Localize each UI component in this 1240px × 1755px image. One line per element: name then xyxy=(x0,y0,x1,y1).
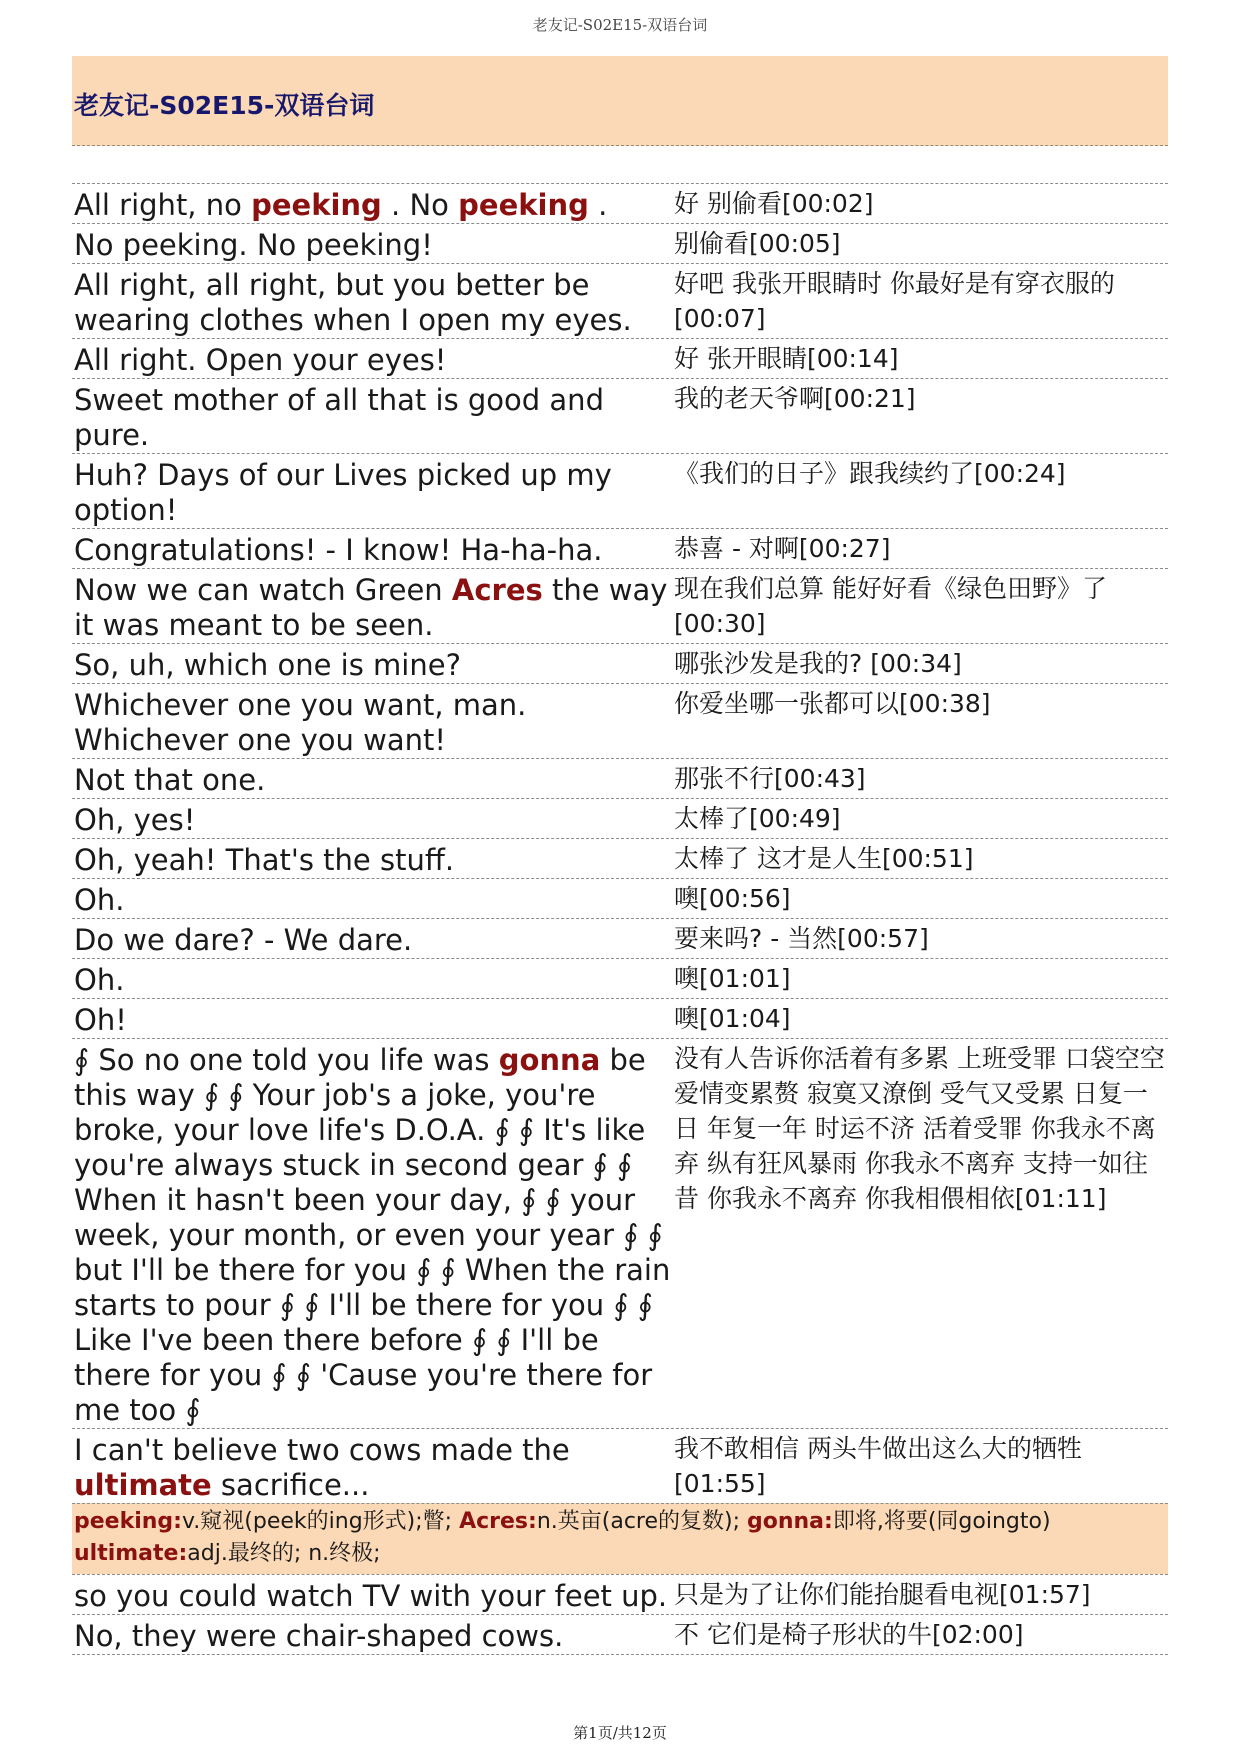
english-line xyxy=(72,644,672,683)
english-line xyxy=(72,1615,672,1654)
vocab-definition: n.英亩(acre的复数); xyxy=(536,1509,747,1534)
dialogue-row xyxy=(72,223,1168,263)
english-line xyxy=(72,1429,672,1503)
vocab-definition: adj.最终的; n.终极; xyxy=(187,1541,381,1566)
english-line xyxy=(72,839,672,878)
chinese-line: 我的老天爷啊[00:21] xyxy=(674,384,916,413)
dialogue-row xyxy=(72,1428,1168,1503)
english-line xyxy=(72,1039,672,1428)
english-line xyxy=(72,224,672,263)
line-text: Congratulations! - I know! Ha-ha-ha. xyxy=(74,533,603,567)
chinese-line: 恭喜 - 对啊[00:27] xyxy=(674,534,891,563)
dialogue-row xyxy=(72,798,1168,838)
english-line xyxy=(72,339,672,378)
dialogue-row xyxy=(72,1574,1168,1614)
line-text: Sweet mother of all that is good and pure. xyxy=(74,383,604,452)
english-line xyxy=(72,759,672,798)
chinese-line: 我不敢相信 两头牛做出这么大的牺牲[01:55] xyxy=(674,1434,1082,1498)
english-line xyxy=(72,959,672,998)
line-text: No peeking. No peeking! xyxy=(74,228,433,262)
english-line xyxy=(72,1575,672,1614)
vocab-definition: v.窥视(peek的ing形式);瞥; xyxy=(181,1509,460,1534)
chinese-line: 你爱坐哪一张都可以[00:38] xyxy=(674,689,991,718)
chinese-line: 噢[01:01] xyxy=(674,964,791,993)
line-text: Oh. xyxy=(74,883,125,917)
line-text: Do we dare? - We dare. xyxy=(74,923,413,957)
chinese-line: 只是为了让你们能抬腿看电视[01:57] xyxy=(674,1580,1091,1609)
page-footer: 第1页/共12页 xyxy=(573,1724,667,1742)
dialogue-rows xyxy=(72,183,1168,1503)
dialogue-row xyxy=(72,528,1168,568)
line-text: All right, no xyxy=(74,188,252,222)
english-line xyxy=(72,529,672,568)
line-text: ∮ So no one told you life was xyxy=(74,1043,499,1077)
line-text: . xyxy=(588,188,608,222)
vocab-word: ultimate: xyxy=(74,1541,188,1566)
vocabulary-box xyxy=(72,1503,1168,1574)
document-title: 老友记-S02E15-双语台词 xyxy=(74,91,375,120)
dialogue-row xyxy=(72,878,1168,918)
keyword-highlight: peeking xyxy=(251,188,382,222)
dialogue-row xyxy=(72,453,1168,528)
chinese-line: 哪张沙发是我的? [00:34] xyxy=(674,649,962,678)
dialogue-row xyxy=(72,918,1168,958)
line-text: Whichever one you want, man. Whichever one you want! xyxy=(74,688,527,757)
dialogue-row xyxy=(72,838,1168,878)
line-text: Oh! xyxy=(74,1003,127,1037)
dialogue-row xyxy=(72,568,1168,643)
line-text: No, they were chair-shaped cows. xyxy=(74,1619,564,1653)
dialogue-rows-continued xyxy=(72,1574,1168,1655)
line-text: Huh? Days of our Lives picked up my option! xyxy=(74,458,612,527)
chinese-line: 没有人告诉你活着有多累 上班受罪 口袋空空 爱情变累赘 寂寞又潦倒 受气又受累 日复一日 年复一年 时运不济 活着受罪 你我永不离弃 纵有狂风暴雨 你我永不离弃 支持一如往昔 你我永不离弃 你我相偎相依[01:11] xyxy=(674,1044,1165,1213)
english-line xyxy=(72,184,672,223)
vocab-definition: 即将,将要(同goingto) xyxy=(832,1509,1051,1534)
english-line xyxy=(72,879,672,918)
keyword-highlight: gonna xyxy=(498,1043,601,1077)
line-text: . No xyxy=(381,188,459,222)
line-text: Oh. xyxy=(74,963,125,997)
chinese-line: 噢[01:04] xyxy=(674,1004,791,1033)
dialogue-row xyxy=(72,183,1168,223)
line-text: Now we can watch Green xyxy=(74,573,452,607)
keyword-highlight: peeking xyxy=(458,188,589,222)
chinese-line: 别偷看[00:05] xyxy=(674,229,841,258)
line-text: sacrifice... xyxy=(211,1468,370,1502)
line-text: Oh, yeah! That's the stuff. xyxy=(74,843,455,877)
running-header: 老友记-S02E15-双语台词 xyxy=(532,16,708,34)
english-line xyxy=(72,379,672,453)
chinese-line: 《我们的日子》跟我续约了[00:24] xyxy=(674,459,1066,488)
dialogue-row xyxy=(72,683,1168,758)
chinese-line: 好 别偷看[00:02] xyxy=(674,189,874,218)
english-line xyxy=(72,799,672,838)
keyword-highlight: Acres xyxy=(451,573,543,607)
dialogue-row xyxy=(72,338,1168,378)
vocab-word: Acres: xyxy=(459,1509,537,1534)
english-line xyxy=(72,999,672,1038)
chinese-line: 好吧 我张开眼睛时 你最好是有穿衣服的[00:07] xyxy=(674,269,1115,333)
dialogue-row xyxy=(72,758,1168,798)
dialogue-row xyxy=(72,643,1168,683)
chinese-line: 噢[00:56] xyxy=(674,884,791,913)
line-text: so you could watch TV with your feet up. xyxy=(74,1579,668,1613)
line-text: Not that one. xyxy=(74,763,266,797)
line-text: All right, all right, but you better be wearing clothes when I open my eyes. xyxy=(74,268,632,337)
english-line xyxy=(72,569,672,643)
line-text: Oh, yes! xyxy=(74,803,196,837)
english-line xyxy=(72,454,672,528)
line-text: the way it was meant to be seen. xyxy=(74,573,668,642)
line-text: So, uh, which one is mine? xyxy=(74,648,461,682)
dialogue-row xyxy=(72,958,1168,998)
vocab-word: peeking: xyxy=(74,1509,182,1534)
chinese-line: 不 它们是椅子形状的牛[02:00] xyxy=(674,1620,1024,1649)
dialogue-row xyxy=(72,378,1168,453)
dialogue-row xyxy=(72,1038,1168,1428)
keyword-highlight: ultimate xyxy=(74,1468,212,1502)
english-line xyxy=(72,264,672,338)
vocab-word: gonna: xyxy=(747,1509,833,1534)
dialogue-row xyxy=(72,1614,1168,1655)
line-text: I can't believe two cows made the xyxy=(74,1433,570,1467)
chinese-line: 要来吗? - 当然[00:57] xyxy=(674,924,929,953)
dialogue-row xyxy=(72,263,1168,338)
chinese-line: 好 张开眼睛[00:14] xyxy=(674,344,899,373)
chinese-line: 太棒了[00:49] xyxy=(674,804,841,833)
chinese-line: 现在我们总算 能好好看《绿色田野》了[00:30] xyxy=(674,574,1107,638)
chinese-line: 太棒了 这才是人生[00:51] xyxy=(674,844,974,873)
chinese-line: 那张不行[00:43] xyxy=(674,764,866,793)
title-banner xyxy=(72,56,1168,146)
english-line xyxy=(72,684,672,758)
english-line xyxy=(72,919,672,958)
line-text: be this way ∮ ∮ Your job's a joke, you're broke, your love life's D.O.A. ∮ ∮ It's like you're always stuck in second gear ∮ ∮ When it hasn't been your day, ∮ ∮ your week, your month, or even your year ∮ ∮ but I'll be there for you ∮ ∮ When the rain starts to pour ∮ ∮ I'll be there for you ∮ ∮ Like I've been there before ∮ ∮ I'll be there for you ∮ ∮ 'Cause you're there for me too ∮ xyxy=(74,1043,671,1427)
dialogue-table xyxy=(72,183,1168,1655)
line-text: All right. Open your eyes! xyxy=(74,343,447,377)
dialogue-row xyxy=(72,998,1168,1038)
